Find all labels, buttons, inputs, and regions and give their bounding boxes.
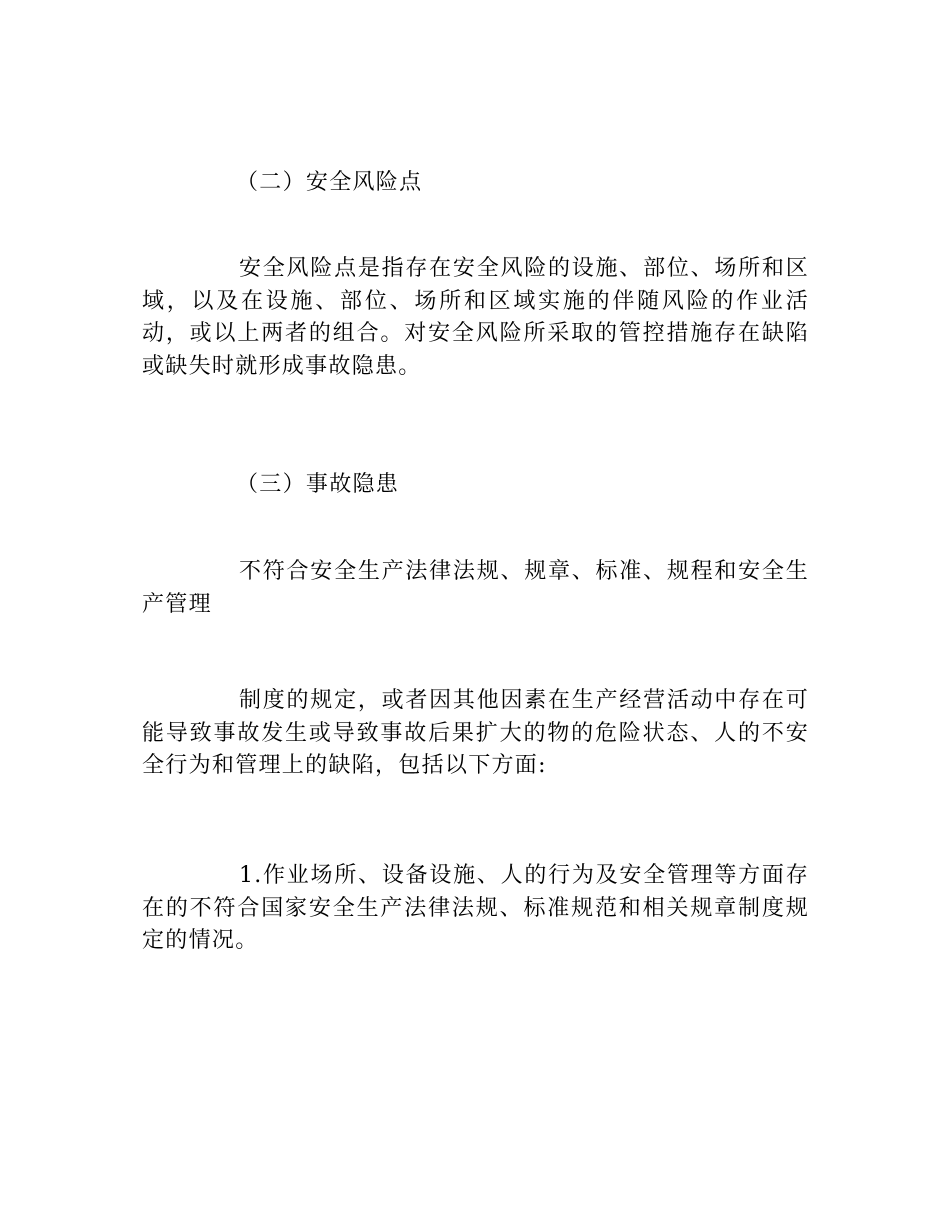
section-3-heading: （三）事故隐患 [236,472,400,497]
section-2-heading: （二）安全风险点 [236,170,423,195]
section-3-paragraph-1: 不符合安全生产法律法规、规章、标准、规程和安全生产管理 [142,559,809,617]
section-3-paragraph-2: 制度的规定，或者因其他因素在生产经营活动中存在可能导致事故发生或导致事故后果扩大的物的危险状态、人的不安全行为和管理上的缺陷，包括以下方面: [142,688,809,778]
section-2-body: 安全风险点是指存在安全风险的设施、部位、场所和区域，以及在设施、部位、场所和区域实施的伴随风险的作业活动，或以上两者的组合。对安全风险所采取的管控措施存在缺陷或缺失时就形成事故隐患。 [142,256,809,379]
section-3-list-item-1: 1.作业场所、设备设施、人的行为及安全管理等方面存在的不符合国家安全生产法律法规、标准规范和相关规章制度规定的情况。 [142,863,809,953]
